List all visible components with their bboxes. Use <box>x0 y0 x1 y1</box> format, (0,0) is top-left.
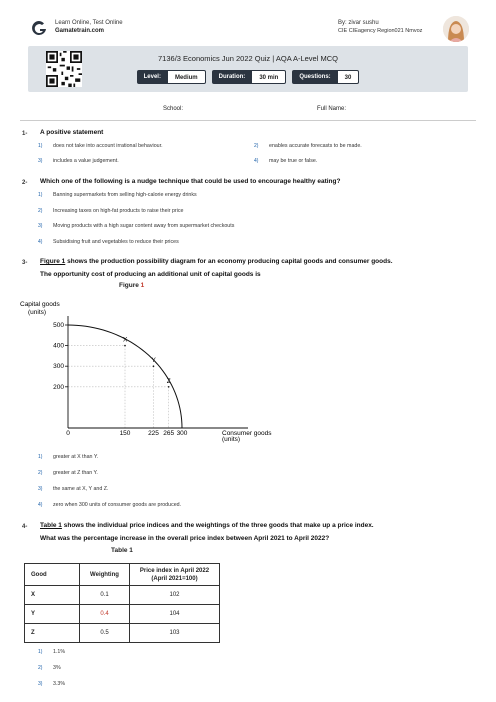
questions-label: Questions: <box>292 70 337 84</box>
option-text[interactable]: Increasing taxes on high-fat products to raise their price <box>53 208 184 214</box>
quiz-banner <box>28 46 468 92</box>
x-tick-label: 265 <box>163 430 175 437</box>
question-number: 1- <box>22 131 28 137</box>
question-text-rest: shows the production possibility diagram for an economy producing capital goods and consumer goods. <box>65 258 393 265</box>
question-number: 3- <box>22 260 28 266</box>
questions-value: 30 <box>338 70 360 84</box>
y-tick-label: 200 <box>53 383 64 391</box>
option-text[interactable]: does not take into account irrational behaviour. <box>53 143 163 149</box>
option-number[interactable]: 2) <box>38 665 43 671</box>
price-index-table <box>24 563 220 643</box>
table-header-row <box>25 564 220 586</box>
y-axis-label-line1: Capital goods <box>20 301 60 308</box>
cell-weight: 0.4 <box>80 605 130 624</box>
level-value: Medium <box>168 70 206 84</box>
header-good: Good <box>25 564 80 586</box>
cell-index: 104 <box>130 605 220 624</box>
question-text: A positive statement <box>40 129 104 136</box>
option-number[interactable]: 2) <box>38 208 43 214</box>
question-number: 4- <box>22 524 28 530</box>
duration-label: Duration: <box>212 70 253 84</box>
option-number[interactable]: 1) <box>38 649 43 655</box>
table-row <box>25 586 220 605</box>
x-tick-label: 150 <box>119 430 131 437</box>
cell-index: 102 <box>130 586 220 605</box>
figure-title-prefix: Figure <box>119 282 141 289</box>
option-text[interactable]: 3.3% <box>53 681 66 687</box>
option-text[interactable]: includes a value judgement. <box>53 158 119 164</box>
level-label: Level: <box>137 70 168 84</box>
data-point <box>153 365 155 367</box>
x-tick-label: 225 <box>148 430 159 437</box>
cell-good: Y <box>25 605 80 624</box>
gamatrain-logo-icon <box>30 20 48 36</box>
option-number[interactable]: 3) <box>38 681 43 687</box>
question-number: 2- <box>22 180 28 186</box>
option-number[interactable]: 3) <box>38 486 43 492</box>
y-tick-label: 400 <box>53 342 64 350</box>
option-text[interactable]: the same at X, Y and Z. <box>53 486 109 492</box>
option-number[interactable]: 1) <box>38 143 43 149</box>
x-axis-label-line2: (units) <box>222 436 241 443</box>
data-point <box>124 345 126 347</box>
option-text[interactable]: may be true or false. <box>269 158 318 164</box>
figure-title <box>119 282 144 289</box>
header-price-index-line1: Price index in April 2022 <box>139 567 210 574</box>
full-name-field[interactable]: Full Name: <box>317 106 347 112</box>
option-text[interactable]: Banning supermarkets from selling high-calorie energy drinks <box>53 192 197 198</box>
cell-good: X <box>25 586 80 605</box>
question-text <box>40 258 480 265</box>
figure-title-number: 1 <box>140 282 145 289</box>
duration-value: 30 min <box>252 70 286 84</box>
data-point <box>168 386 170 388</box>
y-tick-label: 300 <box>53 363 64 371</box>
question-text <box>40 522 480 529</box>
option-number[interactable]: 1) <box>38 454 43 460</box>
option-number[interactable]: 4) <box>38 239 43 245</box>
option-text[interactable]: 1.1% <box>53 649 66 655</box>
option-text[interactable]: greater at X than Y. <box>53 454 99 460</box>
question-text-line2: What was the percentage increase in the overall price index between April 2021 to April 2022? <box>40 535 330 542</box>
option-number[interactable]: 2) <box>254 143 259 149</box>
author-name: By: zivar sushu <box>338 20 379 26</box>
header-price-index-line2: (April 2021=100) <box>151 575 198 582</box>
option-text[interactable]: Subsidising fruit and vegetables to reduce their prices <box>53 239 179 245</box>
option-text[interactable]: zero when 300 units of consumer goods are produced. <box>53 502 182 508</box>
question-text: Which one of the following is a nudge technique that could be used to encourage healthy eating? <box>40 178 341 185</box>
site-link[interactable]: Gamatetrain.com <box>55 28 105 34</box>
option-text[interactable]: enables accurate forecasts to be made. <box>269 143 362 149</box>
figure-reference: Figure 1 <box>40 258 66 265</box>
divider <box>20 120 476 121</box>
option-number[interactable]: 2) <box>38 470 43 476</box>
avatar <box>443 16 469 42</box>
table-reference: Table 1 <box>40 522 62 529</box>
header-weighting: Weighting <box>80 564 130 586</box>
point-label: X <box>123 336 128 344</box>
cell-weight: 0.5 <box>80 624 130 643</box>
y-axis-label-line2: (units) <box>28 309 47 316</box>
table-title: Table 1 <box>111 547 133 554</box>
page-header <box>0 0 496 44</box>
quiz-title: 7136/3 Economics Jun 2022 Quiz | AQA A-Level MCQ <box>158 54 338 63</box>
cell-weight: 0.1 <box>80 586 130 605</box>
cell-good: Z <box>25 624 80 643</box>
option-number[interactable]: 3) <box>38 158 43 164</box>
author-affiliation: CIE CIEagency Region021 Nmvoz <box>338 28 423 34</box>
level-badge <box>137 70 206 84</box>
cell-index: 103 <box>130 624 220 643</box>
school-field[interactable]: School: <box>163 106 184 112</box>
option-text[interactable]: greater at Z than Y. <box>53 470 98 476</box>
option-text[interactable]: Moving products with a high sugar content away from supermarket checkouts <box>53 223 235 229</box>
option-text[interactable]: 3% <box>53 665 61 671</box>
questions-badge <box>292 70 359 84</box>
tagline: Learn Online, Test Online <box>55 20 123 26</box>
option-number[interactable]: 1) <box>38 192 43 198</box>
header-price-index <box>130 564 220 586</box>
ppf-chart <box>18 294 278 446</box>
x-tick-label: 300 <box>176 430 188 437</box>
duration-badge <box>212 70 287 84</box>
y-tick-label: 500 <box>53 322 64 329</box>
table-row <box>25 624 220 643</box>
x-axis-label-line1: Consumer goods <box>222 430 272 437</box>
option-number[interactable]: 3) <box>38 223 43 229</box>
question-text-rest: shows the individual price indices and the weightings of the three goods that make up a price index. <box>61 522 374 529</box>
table-row <box>25 605 220 624</box>
question-text-line2: The opportunity cost of producing an additional unit of capital goods is <box>40 271 261 278</box>
x-tick-label: 0 <box>66 430 70 437</box>
point-label: Z <box>166 377 171 385</box>
option-number[interactable]: 4) <box>38 502 43 508</box>
point-label: Y <box>151 357 156 365</box>
option-number[interactable]: 4) <box>254 158 259 164</box>
